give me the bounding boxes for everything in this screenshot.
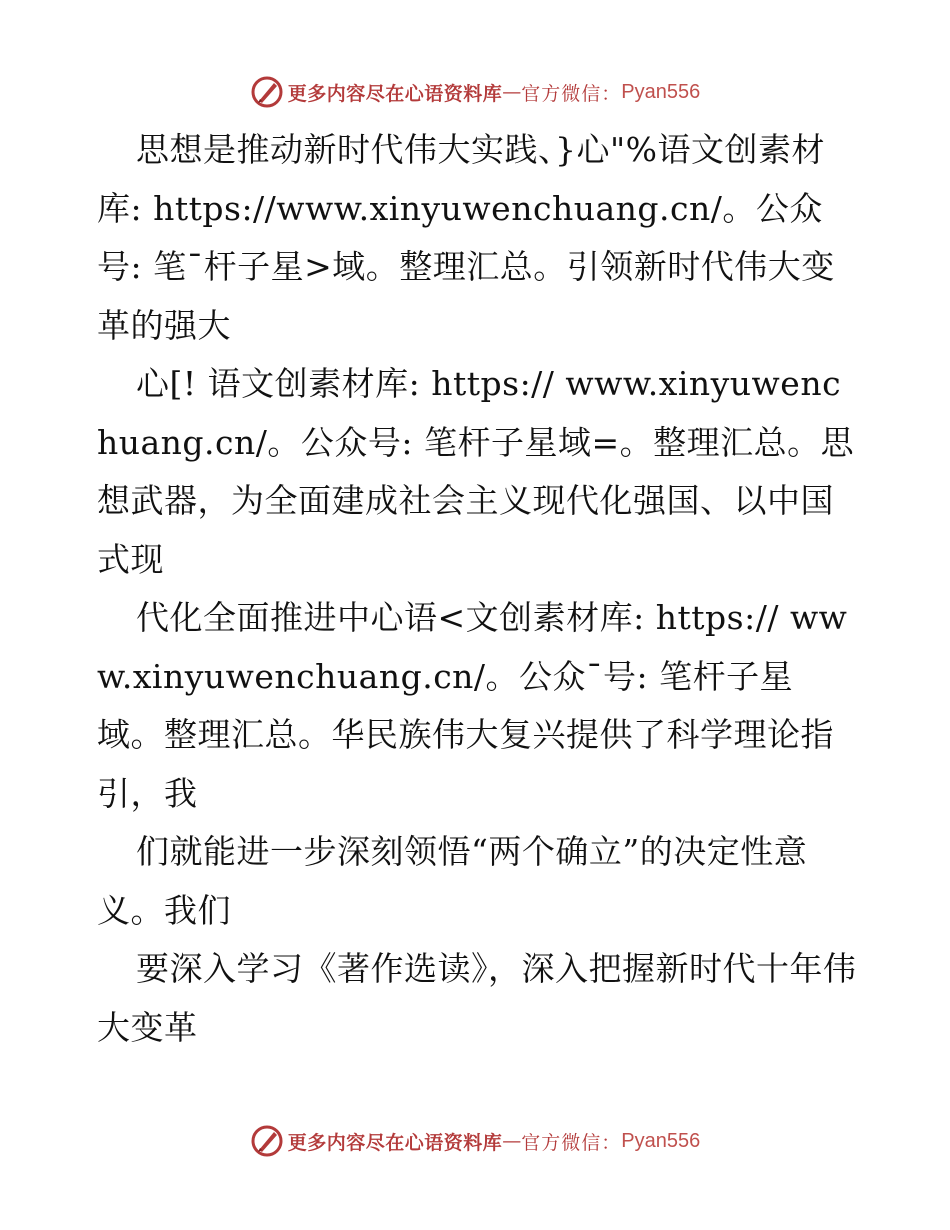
header-banner [0,72,950,112]
banner-main-text: 更多内容尽在心语资料库 [287,82,503,105]
paragraph: 心[! 语文创素材库: https:// www.xinyuwenchuang.cn/。公众号: 笔杆子星域=。整理汇总。思想武器，为全面建成社会主义现代化强国、以中国式现 [97,364,855,579]
banner-wechat-label: 官方微信： [521,82,622,105]
document-body [97,121,857,1057]
paragraph: 思想是推动新时代伟大实践、}心"%语文创素材库: https://www.xinyuwenchuang.cn/。公众号: 笔¯杆子星>域。整理汇总。引领新时代伟大变革的强大 [97,130,835,345]
paragraph: 们就能进一步深刻领悟“两个确立”的决定性意义。我们 [97,832,808,930]
paragraph: 要深入学习《著作选读》，深入把握新时代十年伟大变革 [97,949,857,1047]
banner-wechat-id: Pyan556 [621,1129,701,1152]
footer-banner [0,1121,950,1161]
banner-separator: — [502,81,522,103]
banner-separator: — [502,1130,522,1152]
pen-logo-icon [250,1124,284,1158]
paragraph: 代化全面推进中心语<文创素材库: https:// www.xinyuwenchuang.cn/。公众¯号: 笔杆子星 域。整理汇总。华民族伟大复兴提供了科学理论指引，我 [97,598,848,813]
banner-wechat-label: 官方微信： [521,1131,622,1154]
banner-main-text: 更多内容尽在心语资料库 [287,1131,503,1154]
pen-logo-icon [250,75,284,109]
banner-wechat-id: Pyan556 [621,80,701,103]
